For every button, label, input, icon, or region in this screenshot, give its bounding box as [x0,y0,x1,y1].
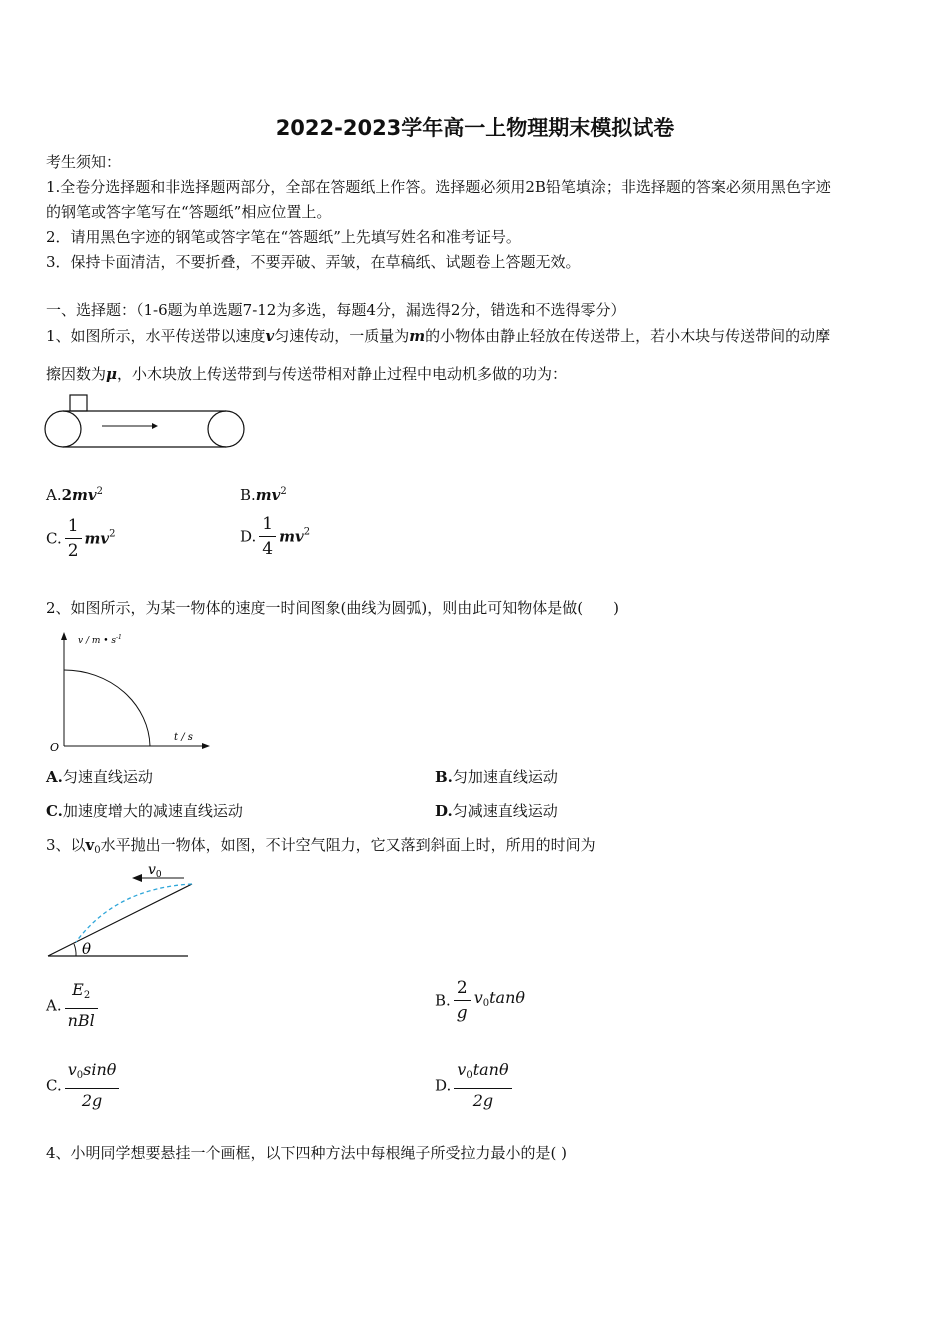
q3-stem [46,835,596,861]
graph-xlabel: t / s [174,732,193,743]
q1-c-fraction: $\frac{1}{2}$ [65,516,82,561]
notice-item-3: 3．保持卡面清洁，不要折叠，不要弄破、弄皱，在草稿纸、试题卷上答题无效。 [46,253,581,271]
q1-text-d: 擦因数为 [46,365,107,383]
option-label: A. [46,768,63,786]
q3-option-d[interactable] [435,1060,515,1111]
q1-b-exponent: 2 [280,486,287,497]
q3-option-a[interactable] [46,980,101,1031]
notice-item-2: 2．请用黑色字迹的钢笔或答字笔在“答题纸”上先填写姓名和准考证号。 [46,228,521,246]
option-label: B. [435,768,453,786]
q3-var-v: v [85,836,95,854]
fig-theta-label: θ [82,940,92,958]
section-heading: 一、选择题：（1-6题为单选题7-12为多选，每题4分，漏选得2分，错选和不选得零分） [46,301,626,319]
fig-velocity-label: $v_0$ [148,862,162,880]
option-label: B. [435,991,451,1010]
q1-d-expr: mv [279,527,304,546]
q3-b-tail: $v_0\tan\theta$ [473,987,526,1009]
q1-stem-line2 [46,364,567,384]
option-label: C. [46,529,62,548]
q2-d-text: 匀减速直线运动 [452,802,558,820]
q3-c-fraction: $\frac{v_0\sin\theta}{2g}$ [65,1060,120,1111]
conveyor-belt-figure [44,394,246,452]
graph-ylabel: v / m • $s^{-1}$ [78,634,122,646]
q3-text-b: 水平抛出一物体，如图，不计空气阻力，它又落到斜面上时，所用的时间为 [100,836,596,854]
q2-option-a[interactable] [46,767,153,787]
q1-text-c: 的小物体由静止轻放在传送带上，若小木块与传送带间的动摩 [425,327,831,345]
q4-stem: 4、小明同学想要悬挂一个画框，以下四种方法中每根绳子所受拉力最小的是( ) [46,1144,568,1162]
q1-d-exponent: 2 [303,526,311,538]
q1-option-c[interactable] [46,516,116,561]
page-title: 2022-2023学年高一上物理期末模拟试卷 [275,116,675,140]
q1-option-b[interactable] [240,482,287,505]
q1-d-fraction: $\frac{1}{4}$ [259,514,276,559]
q1-var-m: m [409,327,426,345]
q1-a-expr: mv [72,486,97,504]
option-label: A. [46,486,62,504]
q1-b-expr: mv [255,486,281,504]
q1-c-expr: mv [84,529,110,548]
q1-text-e: ，小木块放上传送带到与传送带相对静止过程中电动机多做的功为： [117,365,568,383]
q1-c-exponent: 2 [109,528,116,540]
q3-option-b[interactable] [435,978,525,1023]
q3-option-c[interactable] [46,1060,122,1111]
graph-origin: O [50,741,60,754]
option-label: C. [46,802,63,820]
q3-b-fraction: $\frac{2}{g}$ [454,978,471,1023]
q1-text-b: 匀速传动，一质量为 [274,327,410,345]
q1-stem-line1 [46,326,830,346]
notice-heading: 考生须知： [46,153,122,171]
q1-a-coef: 2 [61,486,73,504]
q2-c-text: 加速度增大的减速直线运动 [62,802,243,820]
notice-item-1: 1.全卷分选择题和非选择题两部分，全部在答题纸上作答。选择题必须用2B铅笔填涂；非选择题的答案必须用黑色字迹 [46,178,831,196]
q3-text-a: 3、以 [46,836,86,854]
q1-option-a[interactable] [46,482,103,505]
q3-a-fraction: $\frac{E_2}{\text{nBl}}$ [65,980,98,1031]
q2-option-d[interactable] [435,801,558,821]
option-label: D. [435,1076,452,1095]
option-label: C. [46,1076,62,1095]
q2-option-c[interactable] [46,801,243,821]
notice-item-1-cont: 的钢笔或答字笔写在“答题纸”相应位置上。 [46,203,332,221]
option-label: D. [240,527,257,546]
option-label: D. [435,802,453,820]
q2-b-text: 匀加速直线运动 [452,768,558,786]
q2-stem: 2、如图所示，为某一物体的速度一时间图象(曲线为圆弧)，则由此可知物体是做( ) [46,599,619,617]
incline-projectile-figure [46,862,196,962]
option-label: B. [240,486,256,504]
q3-d-fraction: $\frac{v_0\tan\theta}{2g}$ [454,1060,511,1111]
q2-option-b[interactable] [435,767,558,787]
velocity-time-graph [46,630,216,752]
q1-text-a: 1、如图所示，水平传送带以速度 [46,327,266,345]
option-label: A. [46,996,62,1015]
q3-var-v-sub: 0 [94,845,101,856]
q1-a-exponent: 2 [96,486,104,497]
q1-option-d[interactable] [240,514,310,559]
q1-var-v: v [265,327,275,345]
q1-var-mu: μ [106,365,117,383]
q2-a-text: 匀速直线运动 [62,768,153,786]
